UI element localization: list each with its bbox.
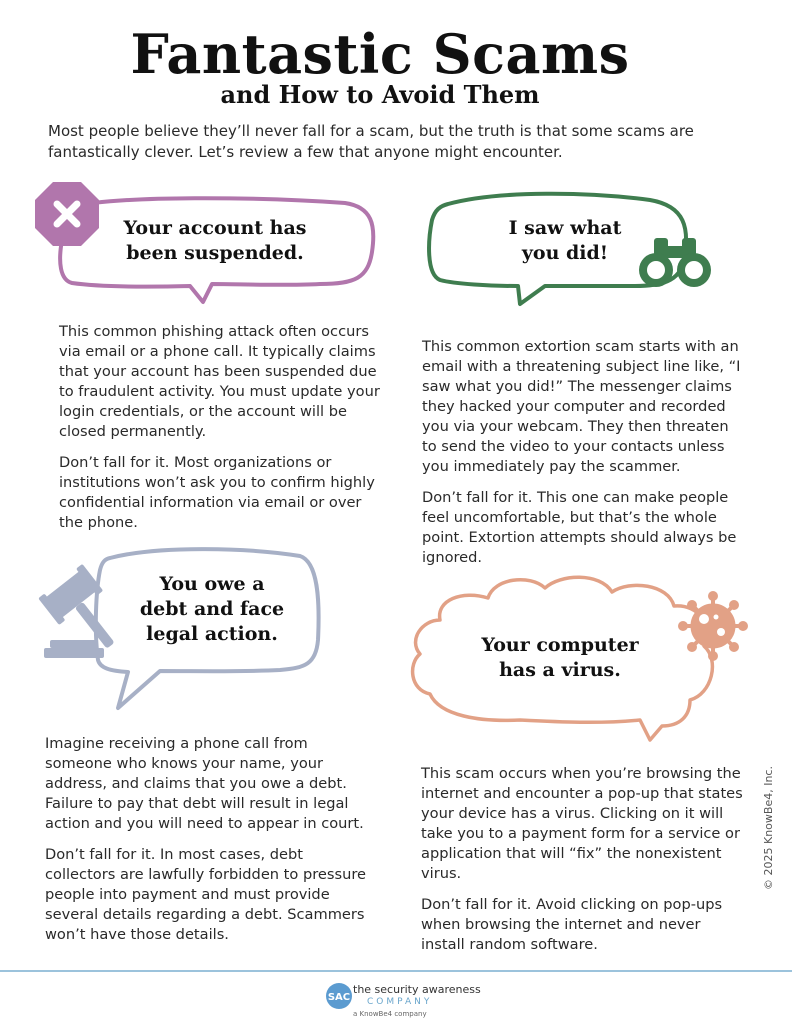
bubble-text-debt bbox=[112, 572, 312, 647]
scam-description-virus bbox=[421, 764, 743, 966]
bubble-line: legal action. bbox=[146, 623, 278, 645]
tip-paragraph: Don’t fall for it. Most organizations or institutions won’t ask you to confirm highly confidential information via email or over the phone. bbox=[59, 454, 375, 531]
logo-text-company: COMPANY bbox=[367, 997, 433, 1007]
scam-description-extortion bbox=[422, 337, 742, 579]
intro-paragraph: Most people believe they’ll never fall for a scam, but the truth is that some scams are fantastically clever. Let’s review a few that anyone might encounter. bbox=[48, 122, 694, 161]
bubble-line: Your computer bbox=[481, 634, 639, 656]
logo-badge: SAC bbox=[327, 992, 351, 1003]
bubble-line: Your account has bbox=[123, 217, 307, 239]
bubble-line: you did! bbox=[521, 242, 609, 264]
tip-paragraph: Don’t fall for it. Avoid clicking on pop-ups when browsing the internet and never install random software. bbox=[421, 896, 723, 953]
copyright-notice: © 2025 KnowBe4, Inc. bbox=[762, 766, 775, 890]
scam-description-debt bbox=[45, 734, 375, 956]
description-paragraph: This scam occurs when you’re browsing the internet and encounter a pop-up that states your device has a virus. Clicking on it will take you to a payment form for a service or application that will “fix” the nonexistent virus. bbox=[421, 765, 743, 882]
bubble-text-virus bbox=[450, 633, 670, 683]
virus-icon bbox=[679, 592, 748, 661]
bubble-line: been suspended. bbox=[126, 242, 304, 264]
page-title: Fantastic Scams bbox=[130, 22, 630, 86]
bubble-line: has a virus. bbox=[499, 659, 621, 681]
bubble-line: I saw what bbox=[508, 217, 622, 239]
bubble-text-account bbox=[85, 216, 345, 266]
footer-divider bbox=[0, 970, 792, 972]
description-paragraph: Imagine receiving a phone call from someone who knows your name, your address, and claims that you owe a debt. Failure to pay that debt will result in legal action and you will need to appear in court. bbox=[45, 735, 364, 832]
scam-description-account bbox=[59, 322, 381, 544]
logo-text-main: the security awareness bbox=[353, 983, 481, 996]
bubble-line: debt and face bbox=[139, 598, 285, 620]
logo-text-parent: a KnowBe4 company bbox=[353, 1010, 427, 1018]
description-paragraph: This common extortion scam starts with an email with a threatening subject line like, “I saw what you did!” The messenger claims they hacked your computer and recorded you via your webcam. They then threaten to send the video to your contacts unless you immediately pay the scammer. bbox=[422, 338, 741, 475]
bubble-line: You owe a bbox=[159, 573, 265, 595]
tip-paragraph: Don’t fall for it. In most cases, debt collectors are lawfully forbidden to pressure people into payment and must provide several details regarding a debt. Scammers won’t have those details. bbox=[45, 846, 367, 943]
tip-paragraph: Don’t fall for it. This one can make people feel uncomfortable, but that’s the whole point. Extortion attempts should always be ignored. bbox=[422, 489, 737, 566]
page-subtitle: and How to Avoid Them bbox=[220, 80, 540, 109]
description-paragraph: This common phishing attack often occurs via email or a phone call. It typically claims that your account has been suspended due to fraudulent activity. You must update your login credentials, or the account will be closed permanently. bbox=[59, 323, 380, 440]
bubble-text-extortion bbox=[470, 216, 660, 266]
